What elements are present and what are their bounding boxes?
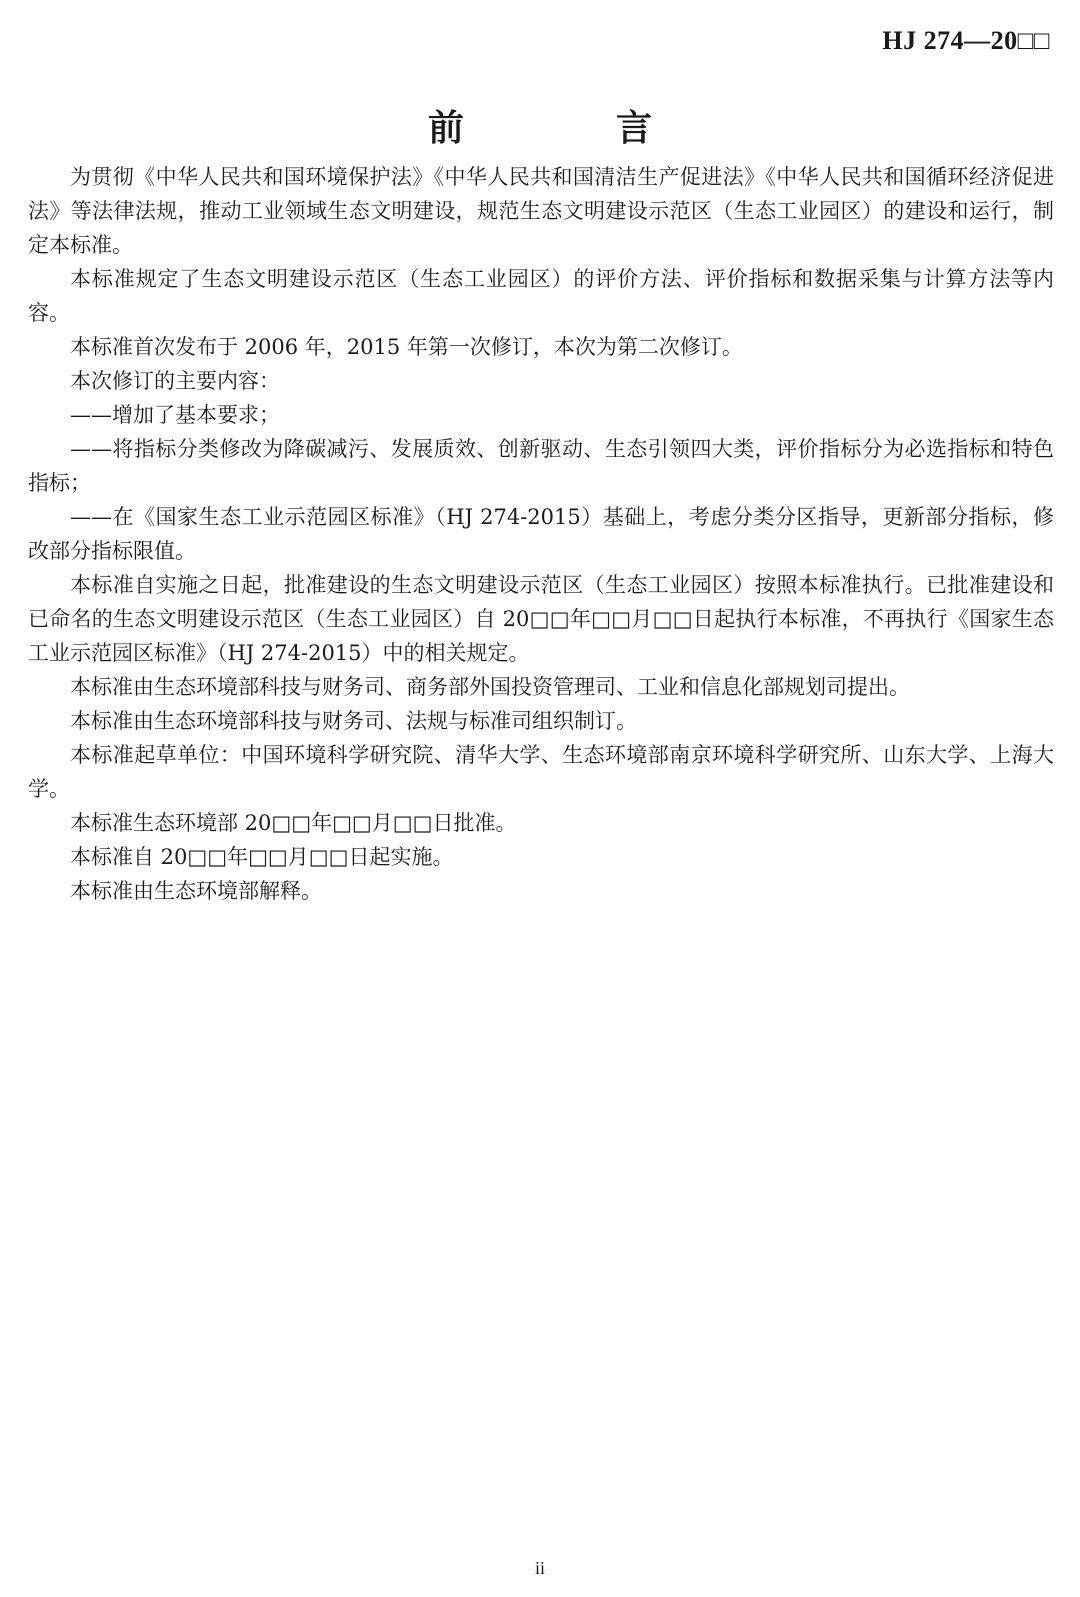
paragraph-effective-date: 本标准自 20□□年□□月□□日起实施。	[70, 845, 454, 869]
paragraph-revision-intro: 本次修订的主要内容：	[70, 369, 280, 393]
paragraph-scope: 本标准规定了生态文明建设示范区（生态工业园区）的评价方法、评价指标和数据采集与计算方法等内容。	[28, 267, 1054, 325]
paragraph-purpose: 为贯彻《中华人民共和国环境保护法》《中华人民共和国清洁生产促进法》《中华人民共和国循环经济促进法》等法律法规，推动工业领域生态文明建设，规范生态文明建设示范区（生态工业园区）的建设和运行，制定本标准。	[28, 165, 1054, 257]
foreword-body	[28, 160, 1054, 908]
paragraph-history: 本标准首次发布于 2006 年，2015 年第一次修订，本次为第二次修订。	[70, 335, 743, 359]
revision-item-1: ——增加了基本要求；	[70, 403, 280, 427]
paragraph-approval: 本标准生态环境部 20□□年□□月□□日批准。	[70, 811, 517, 835]
paragraph-interpretation: 本标准由生态环境部解释。	[70, 879, 322, 903]
page-title: 前 言	[427, 108, 710, 149]
page-number: ii	[534, 1558, 545, 1578]
revision-item-3: ——在《国家生态工业示范园区标准》（HJ 274-2015）基础上，考虑分类分区指导，更新部分指标，修改部分指标限值。	[28, 505, 1054, 563]
revision-item-2: ——将指标分类修改为降碳减污、发展质效、创新驱动、生态引领四大类，评价指标分为必选指标和特色指标；	[28, 437, 1054, 495]
standard-code: HJ 274—20□□	[882, 26, 1050, 55]
paragraph-drafting-units: 本标准起草单位：中国环境科学研究院、清华大学、生态环境部南京环境科学研究所、山东大学、上海大学。	[28, 743, 1054, 801]
paragraph-implementation: 本标准自实施之日起，批准建设的生态文明建设示范区（生态工业园区）按照本标准执行。已批准建设和已命名的生态文明建设示范区（生态工业园区）自 20□□年□□月□□日起执行本标准，不再执行《国家生态工业示范园区标准》（HJ 274-2015）中的相关规定。	[28, 573, 1054, 665]
paragraph-proposed-by: 本标准由生态环境部科技与财务司、商务部外国投资管理司、工业和信息化部规划司提出。	[70, 675, 910, 699]
paragraph-organized-by: 本标准由生态环境部科技与财务司、法规与标准司组织制订。	[70, 709, 637, 733]
